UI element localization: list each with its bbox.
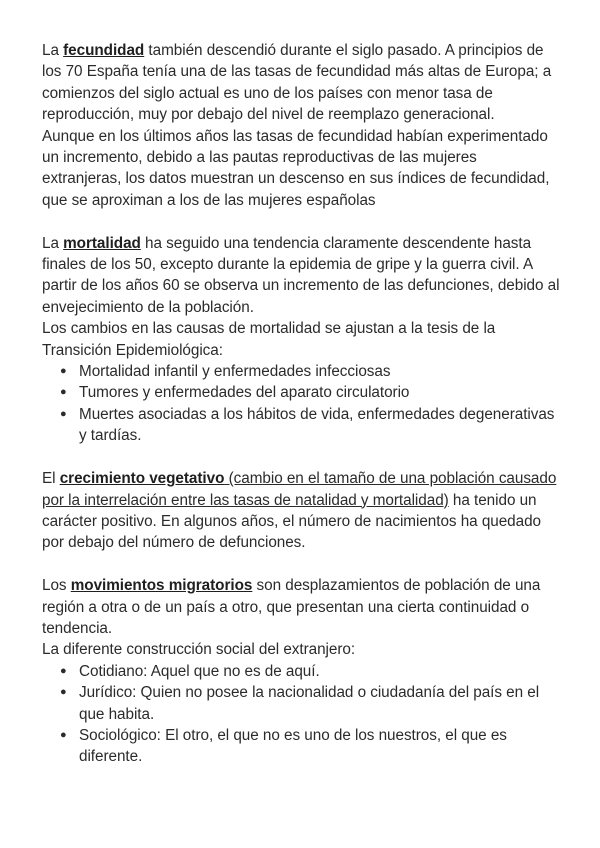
list-item: ● Tumores y enfermedades del aparato circulatorio (42, 382, 560, 403)
crecimiento-term: crecimiento vegetativo (59, 470, 225, 488)
mortalidad-paragraph-2: Los cambios en las causas de mortalidad se ajustan a la tesis de la Transición Epidemiológica: (42, 320, 496, 359)
fecundidad-lead: La (42, 42, 64, 59)
crecimiento-lead: El (42, 470, 60, 488)
list-item: ● Mortalidad infantil y enfermedades infecciosas (42, 361, 560, 382)
fecundidad-paragraph-2: Aunque en los últimos años las tasas de fecundidad habían experimentado un incremento, debido a las pautas reproductivas de las mujeres extranjeras, los datos muestran un descenso en sus índices de fecundidad, que se aproximan a los de las mujeres españolas (42, 127, 550, 209)
section-fecundidad (42, 40, 560, 211)
list-item: ● Sociológico: El otro, el que no es uno de los nuestros, el que es diferente. (42, 725, 560, 768)
crecimiento-text: ha tenido un carácter positivo. En algunos años, el número de nacimientos ha quedado por debajo del número de defunciones. (42, 491, 542, 552)
fecundidad-text: también descendió durante el siglo pasado. A principios de los 70 España tenía una de las tasas de fecundidad más altas de Europa; a comienzos del siglo actual es uno de los países con menor tasa de reproducción, muy por debajo del nivel de reemplazo generacional. (42, 42, 552, 124)
list-item: ● Jurídico: Quien no posee la nacionalidad o ciudadanía del país en el que habita. (42, 682, 560, 725)
section-mortalidad (42, 233, 560, 447)
section-movimientos-migratorios (42, 575, 560, 768)
list-item: ● Muertes asociadas a los hábitos de vida, enfermedades degenerativas y tardías. (42, 404, 560, 447)
mortalidad-text: ha seguido una tendencia claramente descendente hasta finales de los 50, excepto durante la epidemia de gripe y la guerra civil. A partir de los años 60 se observa un incremento de las defunciones, debido al envejecimiento de la población. (42, 234, 560, 316)
section-crecimiento-vegetativo (42, 468, 560, 554)
crecimiento-paragraph (42, 468, 560, 554)
migraciones-paragraph-1 (42, 575, 560, 639)
migraciones-text: son desplazamientos de población de una región a otra o de un país a otro, que presentan una cierta continuidad o tendencia. (42, 577, 541, 637)
list-item: ● Cotidiano: Aquel que no es de aquí. (42, 661, 560, 682)
extranjero-construction-list (42, 661, 560, 768)
mortalidad-causes-list (42, 361, 560, 447)
migraciones-paragraph-2: La diferente construcción social del extranjero: (42, 641, 356, 659)
mortalidad-term: mortalidad (63, 234, 141, 252)
mortalidad-lead: La (42, 234, 64, 252)
migraciones-lead: Los (42, 577, 71, 595)
crecimiento-definition: (cambio en el tamaño de una población causado por la interrelación entre las tasas de natalidad y mortalidad) (42, 470, 557, 509)
mortalidad-paragraph-1 (42, 233, 560, 319)
document-page (42, 40, 560, 768)
fecundidad-term: fecundidad (63, 42, 145, 59)
fecundidad-paragraph-1 (42, 40, 560, 126)
migraciones-term: movimientos migratorios (70, 577, 253, 595)
